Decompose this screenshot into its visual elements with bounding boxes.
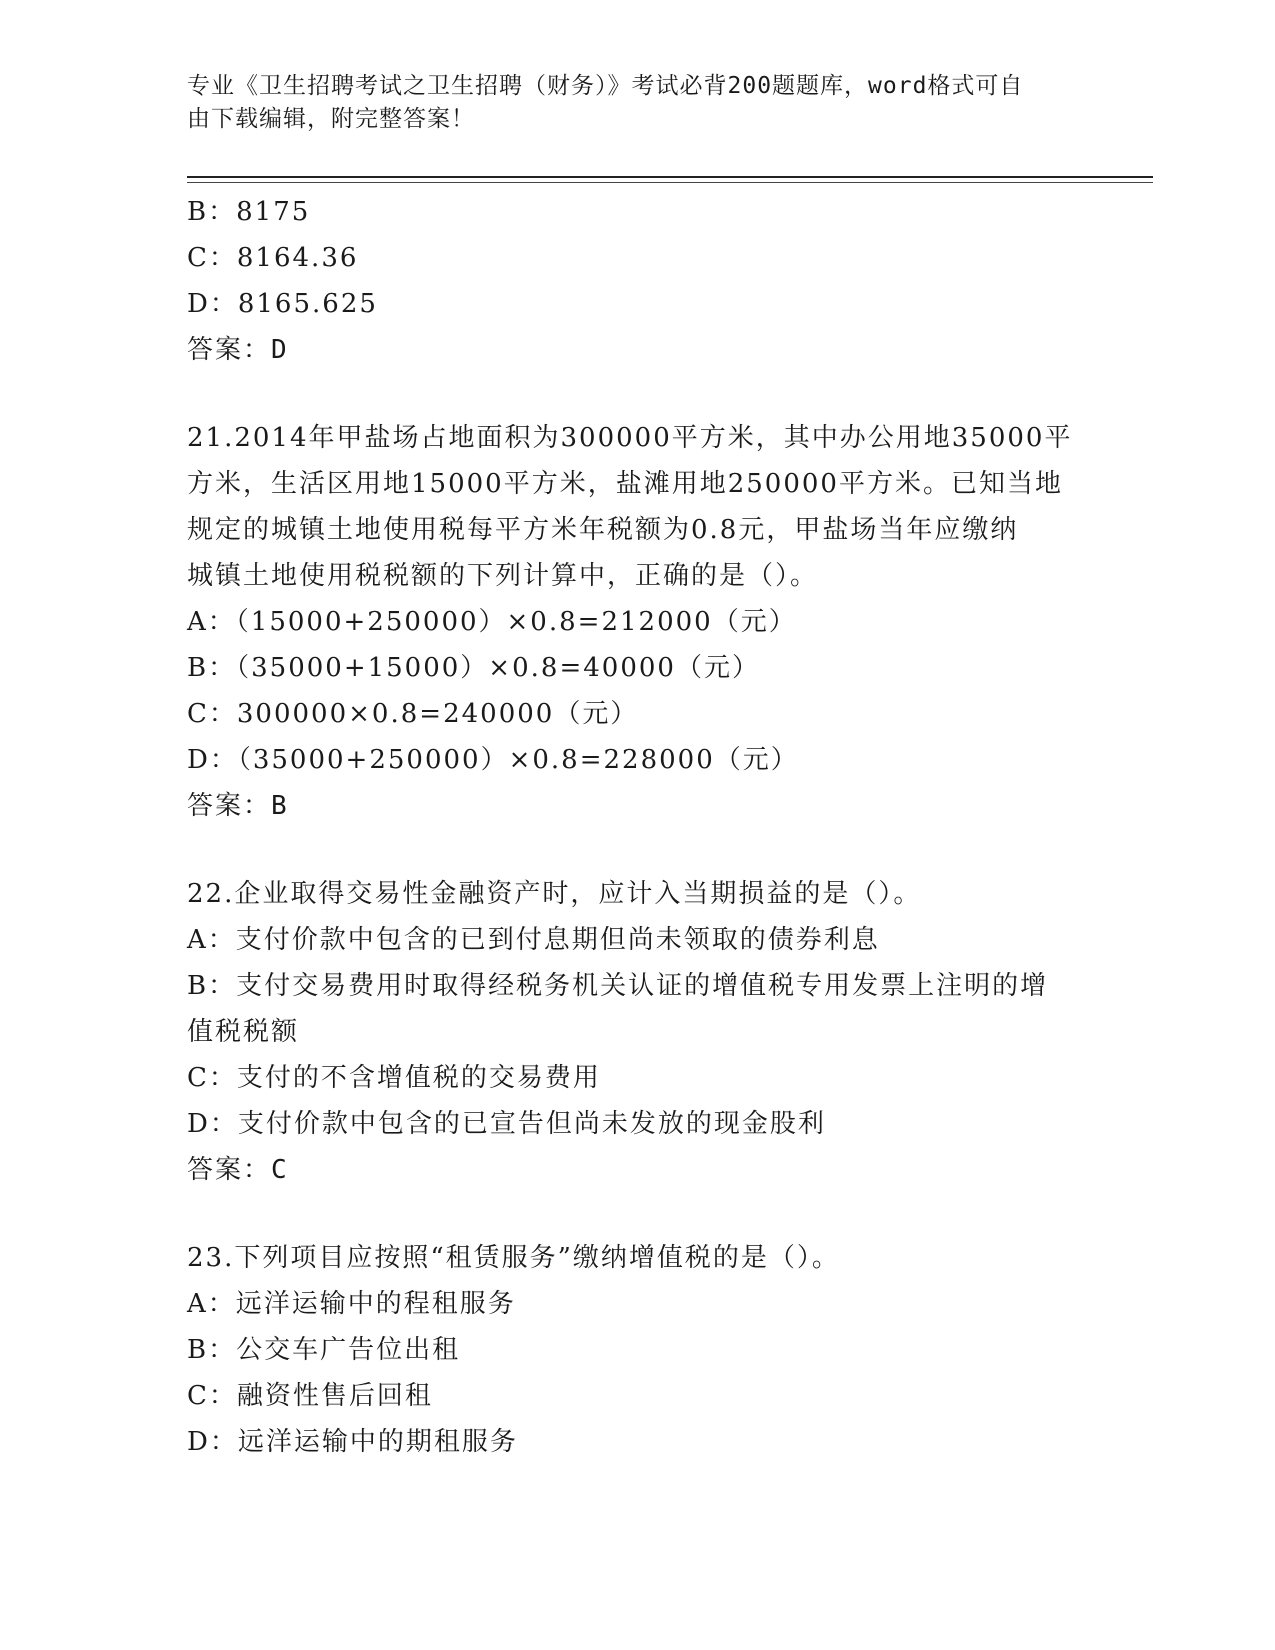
question-stem-line: 21.2014年甲盐场占地面积为300000平方米，其中办公用地35000平 [187, 423, 1073, 453]
option-a: A：（15000+250000）×0.8=212000（元） [187, 607, 797, 637]
option-b: B：公交车广告位出租 [187, 1335, 461, 1365]
answer-label: 答案： [187, 1155, 272, 1185]
answer-value: C [271, 1155, 289, 1185]
option-d: D：8165.625 [187, 289, 378, 319]
question-stem-line: 规定的城镇土地使用税每平方米年税额为0.8元，甲盐场当年应缴纳 [187, 515, 1019, 545]
header-divider-thick [187, 176, 1153, 178]
question-spacer [187, 1193, 1087, 1235]
option-d: D：远洋运输中的期租服务 [187, 1427, 518, 1457]
option-b-continued: 值税税额 [187, 1017, 300, 1047]
document-header [187, 70, 1067, 136]
question-23 [187, 1235, 1087, 1465]
option-c: C：融资性售后回租 [187, 1381, 433, 1411]
option-b: B：支付交易费用时取得经税务机关认证的增值税专用发票上注明的增 [187, 971, 1049, 1001]
answer-line [187, 327, 1087, 373]
question-20-tail [187, 189, 1087, 373]
option-b: B：8175 [187, 197, 311, 227]
option-d: D：（35000+250000）×0.8=228000（元） [187, 745, 799, 775]
answer-label: 答案： [187, 335, 272, 365]
answer-value: B [271, 791, 289, 821]
option-c: C：支付的不含增值税的交易费用 [187, 1063, 601, 1093]
question-stem-line: 23.下列项目应按照“租赁服务”缴纳增值税的是（）。 [187, 1243, 840, 1273]
header-line-2: 由下载编辑，附完整答案！ [187, 106, 475, 132]
question-stem-line: 22.企业取得交易性金融资产时，应计入当期损益的是（）。 [187, 879, 922, 909]
answer-line [187, 783, 1087, 829]
question-list [187, 189, 1087, 1465]
question-spacer [187, 373, 1087, 415]
question-stem-line: 方米，生活区用地15000平方米，盐滩用地250000平方米。已知当地 [187, 469, 1063, 499]
answer-label: 答案： [187, 791, 272, 821]
option-c: C：8164.36 [187, 243, 359, 273]
question-stem-line: 城镇土地使用税税额的下列计算中，正确的是（）。 [187, 561, 819, 591]
question-spacer [187, 829, 1087, 871]
option-c: C：300000×0.8=240000（元） [187, 699, 639, 729]
question-22 [187, 871, 1087, 1193]
option-a: A：远洋运输中的程租服务 [187, 1289, 516, 1319]
question-21 [187, 415, 1087, 829]
header-divider-thin [187, 182, 1153, 183]
answer-line [187, 1147, 1087, 1193]
answer-value: D [271, 335, 289, 365]
header-line-1: 专业《卫生招聘考试之卫生招聘（财务）》考试必背200题题库，word格式可自 [187, 73, 1024, 99]
option-a: A：支付价款中包含的已到付息期但尚未领取的债券利息 [187, 925, 880, 955]
option-d: D：支付价款中包含的已宣告但尚未发放的现金股利 [187, 1109, 826, 1139]
option-b: B：（35000+15000）×0.8=40000（元） [187, 653, 760, 683]
